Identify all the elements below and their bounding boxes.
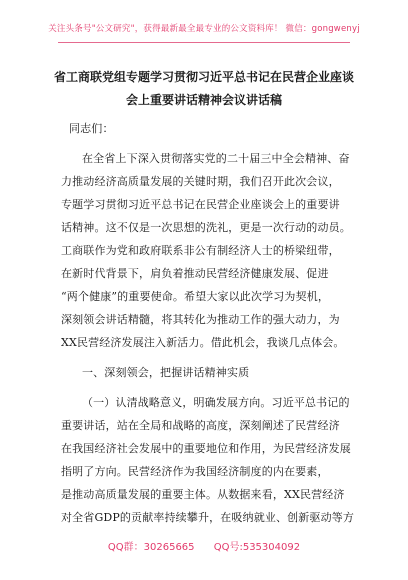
body-line: 专题学习贯彻习近平总书记在民营企业座谈会上的重要讲 (61, 198, 340, 211)
header-banner: 关注头条号"公文研究"，获得最新最全最专业的公文资料库！ 微信：gongwenyj (48, 24, 360, 34)
body-line: （一）认清战略意义，明确发展方向。习近平总书记的 (82, 396, 350, 409)
document-title-line-1: 省工商联党组专题学习贯彻习近平总书记在民营企业座谈 (53, 70, 354, 84)
body-line: 力推动经济高质量发展的关键时期，我们召开此次会议， (61, 175, 340, 188)
salutation: 同志们： (69, 122, 114, 135)
body-line: 指明了方向。民营经济作为我国经济制度的内在要素， (61, 465, 329, 478)
qq-number: QQ号:535304092 (213, 542, 301, 553)
body-line: 深刻领会讲话精髓，将其转化为推动工作的强大动力，为 (61, 313, 340, 326)
body-line: 对全省GDP的贡献率持续攀升，在吸纳就业、创新驱动等方 (61, 511, 355, 524)
document-title-line-2: 会上重要讲话精神会议讲话稿 (125, 93, 282, 107)
section-heading: 一、深刻领会，把握讲话精神实质 (82, 366, 250, 379)
body-line: “两个健康”的重要使命。希望大家以此次学习为契机， (61, 290, 329, 303)
body-line: 话精神。这不仅是一次思想的洗礼，更是一次行动的动员。 (61, 221, 351, 234)
body-line: 重要讲话，站在全局和战略的高度，深刻阐述了民营经济 (61, 419, 340, 432)
qq-group-number: QQ群：30265665 (107, 542, 195, 553)
body-line: XX民营经济发展注入新活力。借此机会，我谈几点体会。 (61, 336, 345, 349)
footer-contacts (0, 538, 408, 553)
body-line: 在全省上下深入贯彻落实党的二十届三中全会精神、奋 (82, 152, 350, 165)
body-line: 在新时代背景下，肩负着推动民营经济健康发展、促进 (61, 267, 329, 280)
header-divider (58, 42, 350, 43)
body-line: 在我国经济社会发展中的重要地位和作用，为民营经济发展 (61, 442, 351, 455)
body-line: 是推动高质量发展的重要主体。从数据来看，XX民营经济 (61, 488, 345, 501)
body-line: 工商联作为党和政府联系非公有制经济人士的桥梁纽带， (61, 244, 340, 257)
